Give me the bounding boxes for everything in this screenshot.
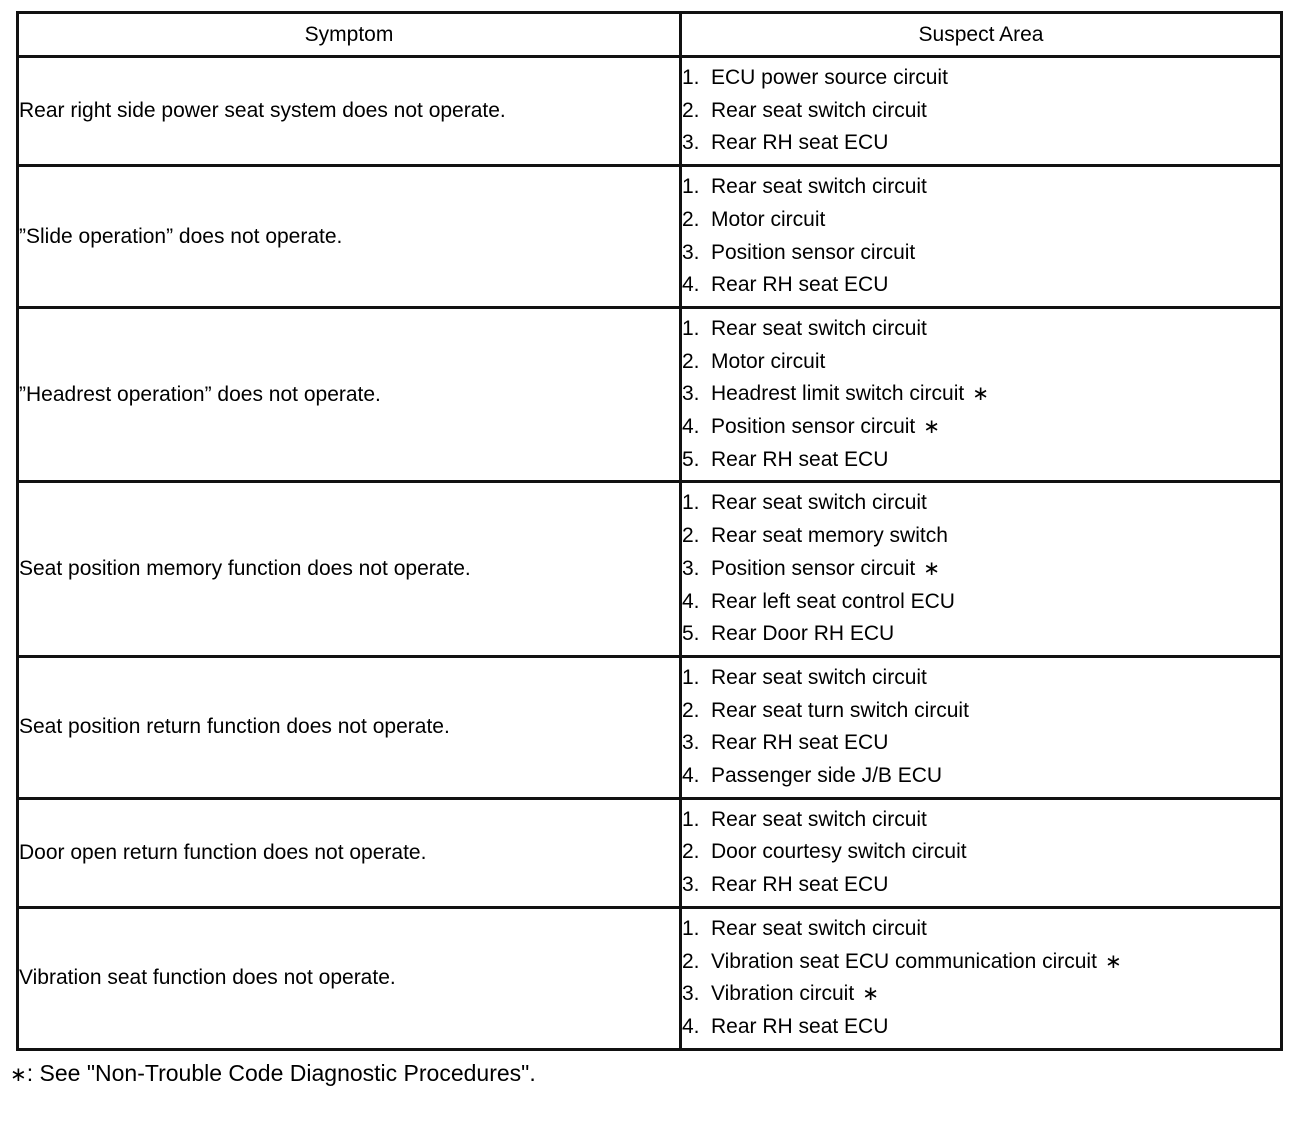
table-row bbox=[18, 798, 1282, 907]
suspect-area-item bbox=[682, 586, 1280, 619]
symptom-cell: ”Headrest operation” does not operate. bbox=[18, 307, 681, 482]
suspect-area-cell bbox=[681, 482, 1282, 657]
suspect-area-cell bbox=[681, 307, 1282, 482]
item-number: 4. bbox=[682, 589, 700, 613]
item-number: 1. bbox=[682, 916, 700, 940]
item-number: 4. bbox=[682, 764, 700, 788]
asterisk-mark: ∗ bbox=[972, 383, 989, 406]
item-number: 2. bbox=[682, 698, 700, 722]
item-number: 4. bbox=[682, 1014, 700, 1038]
footnote bbox=[10, 1060, 536, 1087]
suspect-area-list bbox=[682, 167, 1280, 306]
table-row bbox=[18, 57, 1282, 166]
symptom-cell: Vibration seat function does not operate. bbox=[18, 907, 681, 1049]
suspect-area-item bbox=[682, 171, 1280, 204]
table-row bbox=[18, 482, 1282, 657]
item-number: 3. bbox=[682, 982, 700, 1006]
item-number: 3. bbox=[682, 873, 700, 897]
column-header-symptom: Symptom bbox=[18, 13, 681, 57]
suspect-area-item bbox=[682, 727, 1280, 760]
item-number: 2. bbox=[682, 949, 700, 973]
suspect-area-item bbox=[682, 520, 1280, 553]
item-number: 1. bbox=[682, 66, 700, 89]
item-text: Vibration circuit bbox=[711, 982, 855, 1006]
suspect-area-cell bbox=[681, 798, 1282, 907]
item-number: 1. bbox=[682, 491, 700, 515]
item-number: 2. bbox=[682, 524, 700, 548]
column-header-suspect-area: Suspect Area bbox=[681, 13, 1282, 57]
item-number: 5. bbox=[682, 622, 700, 646]
item-number: 1. bbox=[682, 316, 700, 340]
suspect-area-item bbox=[682, 313, 1280, 346]
item-text: Rear RH seat ECU bbox=[711, 447, 889, 471]
item-text: Rear seat switch circuit bbox=[711, 807, 927, 831]
suspect-area-cell bbox=[681, 907, 1282, 1049]
item-number: 2. bbox=[682, 840, 700, 864]
symptom-cell: Rear right side power seat system does not operate. bbox=[18, 57, 681, 166]
suspect-area-item bbox=[682, 127, 1280, 160]
problem-symptoms-table bbox=[16, 11, 1283, 1051]
suspect-area-list bbox=[682, 58, 1280, 164]
table-row bbox=[18, 907, 1282, 1049]
item-number: 3. bbox=[682, 240, 700, 264]
item-number: 2. bbox=[682, 207, 700, 231]
suspect-area-item bbox=[682, 804, 1280, 837]
item-text: Rear seat switch circuit bbox=[711, 98, 927, 122]
symptom-cell: Seat position return function does not operate. bbox=[18, 656, 681, 798]
item-number: 3. bbox=[682, 731, 700, 755]
item-text: Door courtesy switch circuit bbox=[711, 840, 967, 864]
item-number: 3. bbox=[682, 382, 700, 406]
table-row bbox=[18, 166, 1282, 308]
item-text: Passenger side J/B ECU bbox=[711, 764, 943, 788]
item-text: Vibration seat ECU communication circuit bbox=[711, 949, 1097, 973]
item-text: Rear RH seat ECU bbox=[711, 131, 889, 155]
suspect-area-item bbox=[682, 553, 1280, 586]
table-row bbox=[18, 656, 1282, 798]
symptom-cell: Door open return function does not operate. bbox=[18, 798, 681, 907]
item-text: Rear RH seat ECU bbox=[711, 273, 889, 297]
table-body bbox=[18, 57, 1282, 1050]
suspect-area-item bbox=[682, 836, 1280, 869]
suspect-area-item bbox=[682, 346, 1280, 379]
asterisk-mark: ∗ bbox=[923, 416, 941, 439]
item-number: 1. bbox=[682, 175, 700, 199]
item-text: Position sensor circuit bbox=[711, 415, 916, 439]
item-text: Rear seat switch circuit bbox=[711, 665, 927, 689]
suspect-area-list bbox=[682, 483, 1280, 655]
item-number: 2. bbox=[682, 349, 700, 373]
suspect-area-item bbox=[682, 978, 1280, 1011]
suspect-area-item bbox=[682, 444, 1280, 477]
item-number: 3. bbox=[682, 131, 700, 155]
item-text: Motor circuit bbox=[711, 349, 826, 373]
item-text: Rear seat memory switch bbox=[711, 524, 948, 548]
suspect-area-item bbox=[682, 95, 1280, 128]
item-text: Motor circuit bbox=[711, 207, 826, 231]
suspect-area-item bbox=[682, 760, 1280, 793]
asterisk-mark: ∗ bbox=[862, 983, 879, 1006]
item-text: Rear seat switch circuit bbox=[711, 491, 927, 515]
suspect-area-list bbox=[682, 909, 1280, 1048]
suspect-area-list bbox=[682, 800, 1280, 906]
footnote-asterisk: ∗ bbox=[10, 1064, 27, 1086]
suspect-area-cell bbox=[681, 166, 1282, 308]
item-number: 1. bbox=[682, 665, 700, 689]
item-text: Rear seat switch circuit bbox=[711, 916, 927, 940]
suspect-area-item bbox=[682, 618, 1280, 651]
suspect-area-item bbox=[682, 662, 1280, 695]
item-number: 1. bbox=[682, 807, 700, 831]
item-text: ECU power source circuit bbox=[711, 66, 948, 89]
suspect-area-item bbox=[682, 411, 1280, 444]
suspect-area-item bbox=[682, 695, 1280, 728]
suspect-area-item bbox=[682, 269, 1280, 302]
suspect-area-item bbox=[682, 913, 1280, 946]
suspect-area-item bbox=[682, 237, 1280, 270]
item-text: Position sensor circuit bbox=[711, 240, 916, 264]
item-number: 5. bbox=[682, 447, 700, 471]
table-row bbox=[18, 307, 1282, 482]
item-text: Rear seat switch circuit bbox=[711, 175, 927, 199]
table-header-row bbox=[18, 13, 1282, 57]
symptom-cell: ”Slide operation” does not operate. bbox=[18, 166, 681, 308]
item-text: Rear seat switch circuit bbox=[711, 316, 927, 340]
item-text: Headrest limit switch circuit bbox=[711, 382, 965, 406]
suspect-area-item bbox=[682, 869, 1280, 902]
item-text: Rear Door RH ECU bbox=[711, 622, 895, 646]
item-text: Rear RH seat ECU bbox=[711, 873, 889, 897]
item-text: Rear RH seat ECU bbox=[711, 1014, 889, 1038]
suspect-area-cell bbox=[681, 57, 1282, 166]
suspect-area-item bbox=[682, 1011, 1280, 1044]
item-number: 4. bbox=[682, 273, 700, 297]
suspect-area-list bbox=[682, 309, 1280, 481]
suspect-area-item bbox=[682, 946, 1280, 979]
item-text: Rear RH seat ECU bbox=[711, 731, 889, 755]
item-text: Rear left seat control ECU bbox=[711, 589, 955, 613]
item-text: Position sensor circuit bbox=[711, 556, 916, 580]
footnote-text: : See "Non-Trouble Code Diagnostic Procedures". bbox=[26, 1060, 536, 1086]
suspect-area-cell bbox=[681, 656, 1282, 798]
item-number: 2. bbox=[682, 98, 700, 122]
symptom-cell: Seat position memory function does not operate. bbox=[18, 482, 681, 657]
item-number: 4. bbox=[682, 415, 700, 439]
suspect-area-item bbox=[682, 378, 1280, 411]
suspect-area-item bbox=[682, 204, 1280, 237]
asterisk-mark: ∗ bbox=[1104, 950, 1122, 973]
asterisk-mark: ∗ bbox=[923, 557, 941, 580]
suspect-area-list bbox=[682, 658, 1280, 797]
suspect-area-item bbox=[682, 487, 1280, 520]
item-text: Rear seat turn switch circuit bbox=[711, 698, 969, 722]
item-number: 3. bbox=[682, 556, 700, 580]
suspect-area-item bbox=[682, 62, 1280, 95]
